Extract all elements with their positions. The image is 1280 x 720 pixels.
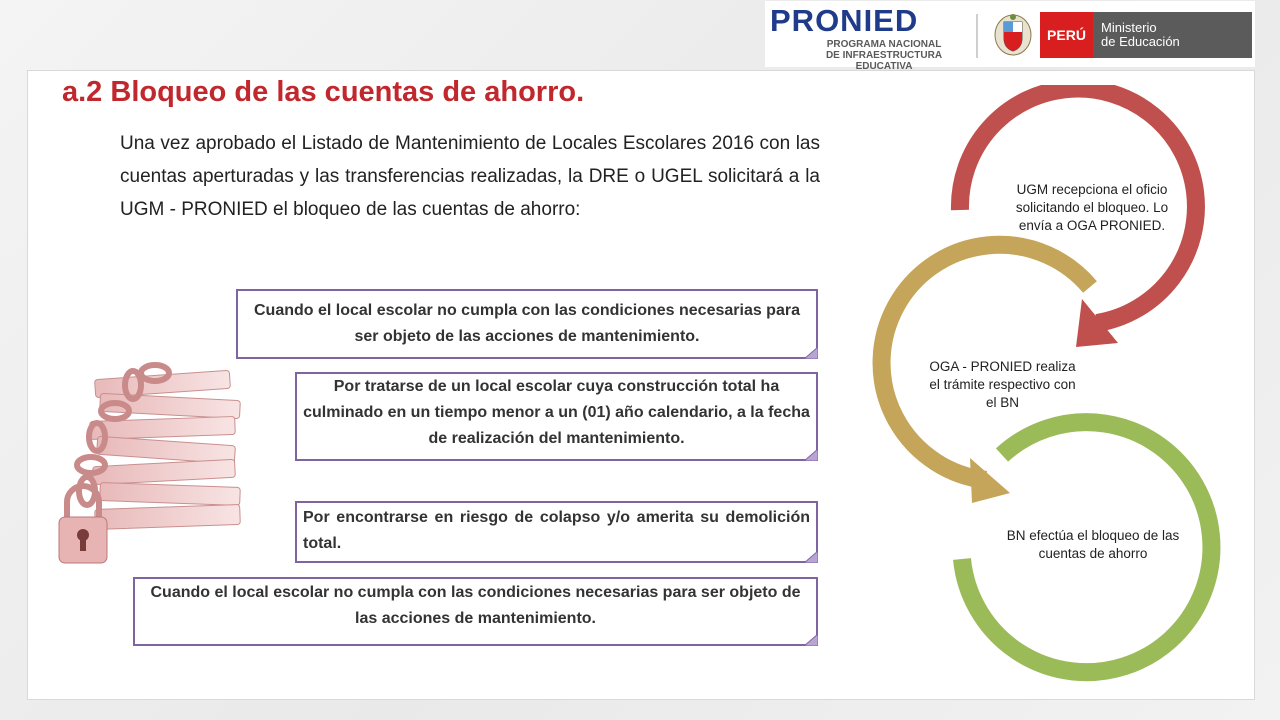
folded-corner-icon	[804, 551, 818, 563]
condition-text-3: Por encontrarse en riesgo de colapso y/o amerita su demolición total.	[303, 509, 810, 552]
condition-text-4: Cuando el local escolar no cumpla con las condiciones necesarias para ser objeto de las acciones de mantenimiento.	[150, 584, 801, 627]
ministry-line2: de Educación	[1101, 34, 1180, 49]
peru-minedu-logo	[1040, 12, 1252, 58]
pronied-subtitle-line2: DE INFRAESTRUCTURA EDUCATIVA	[825, 50, 943, 72]
cycle-step-1: UGM recepciona el oficio solicitando el bloqueo. Lo envía a OGA PRONIED.	[1015, 182, 1169, 233]
intro-paragraph: Una vez aprobado el Listado de Mantenimiento de Locales Escolares 2016 con las cuentas aperturadas y las transferencias realizadas, la DRE o UGEL solicitará a la UGM - PRONIED el bloqueo de las cuentas de ahorro:	[120, 133, 820, 220]
peru-label: PERÚ	[1040, 12, 1093, 58]
condition-text-1: Cuando el local escolar no cumpla con las condiciones necesarias para ser objeto de las acciones de mantenimiento.	[254, 302, 800, 345]
condition-box-4	[133, 577, 818, 646]
ministry-label	[1093, 12, 1252, 58]
cycle-step-2: OGA - PRONIED realiza el trámite respectivo con el BN	[929, 359, 1076, 410]
condition-text-2: Por tratarse de un local escolar cuya construcción total ha culminado en un tiempo menor a un (01) año calendario, a la fecha de realización del mantenimiento.	[303, 378, 810, 447]
pronied-wordmark: PRONIED	[770, 3, 919, 38]
ministry-line1: Ministerio	[1101, 20, 1157, 35]
shield-crest-icon	[993, 13, 1033, 57]
book-stack	[90, 370, 241, 529]
condition-box-1	[236, 289, 818, 359]
chained-books-padlock-illustration	[45, 355, 280, 570]
pronied-subtitle	[804, 39, 964, 72]
condition-box-3	[295, 501, 818, 563]
pronied-subtitle-line1: PROGRAMA NACIONAL	[826, 39, 942, 50]
folded-corner-icon	[804, 449, 818, 461]
folded-corner-icon	[804, 634, 818, 646]
condition-box-2	[295, 372, 818, 461]
pronied-logo	[770, 3, 965, 72]
logo-separator	[976, 14, 978, 58]
cycle-step-3: BN efectúa el bloqueo de las cuentas de ahorro	[1006, 528, 1180, 561]
folded-corner-icon	[804, 347, 818, 359]
slide-title: a.2 Bloqueo de las cuentas de ahorro.	[62, 76, 585, 108]
cycle-arrowhead-2	[970, 458, 1010, 503]
